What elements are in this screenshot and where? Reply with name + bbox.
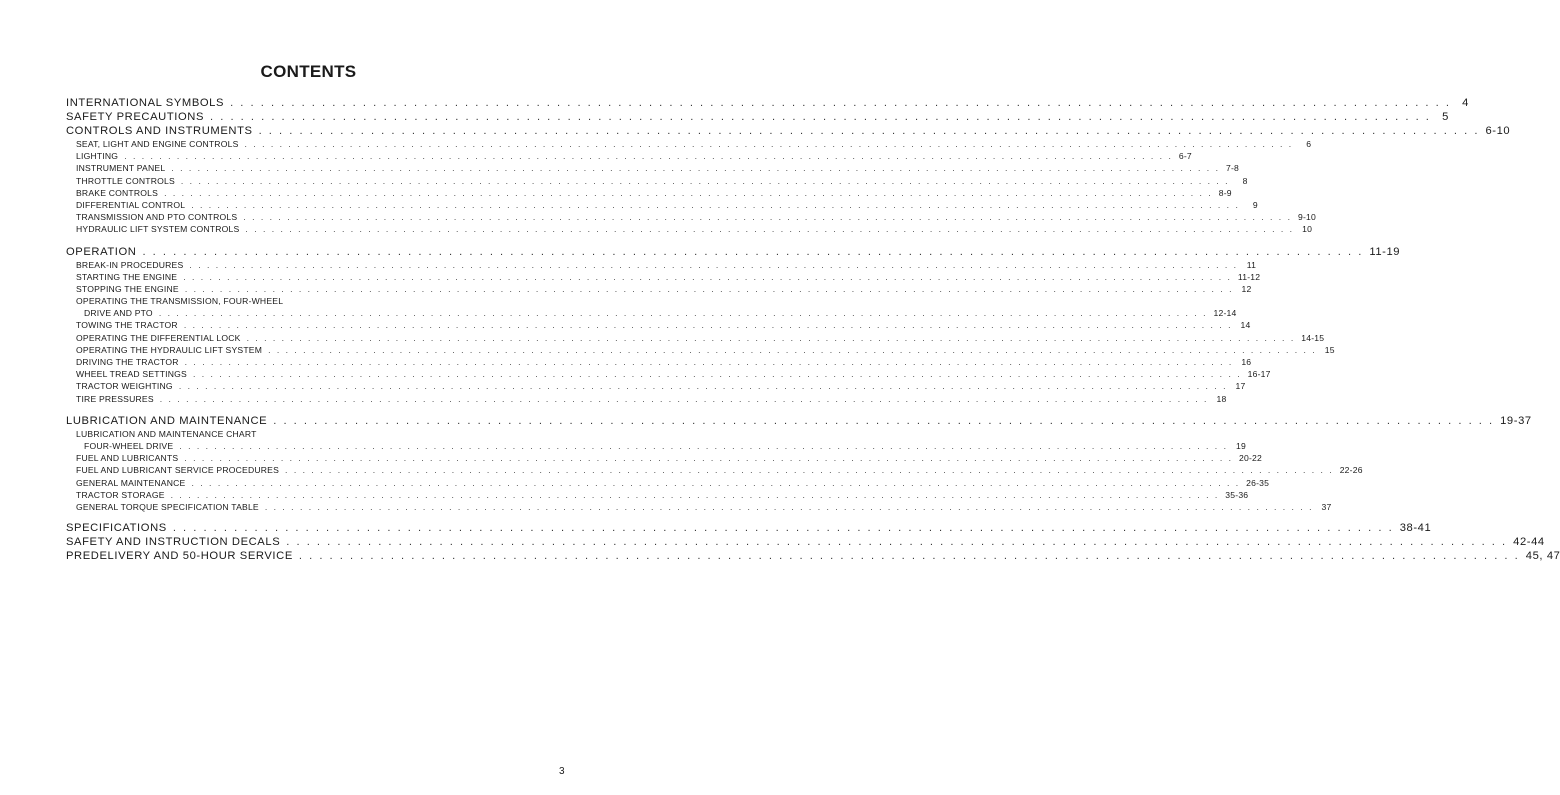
toc-label: SAFETY AND INSTRUCTION DECALS [66, 536, 281, 549]
toc-label: LUBRICATION AND MAINTENANCE [66, 414, 268, 427]
dot-leader: . . . . . . . . . . . . . . . . . . . . . . . . . . . . . . . . . . . . . . . . . . . . . . . . . . . . . . . . . . . . . . . . . . . . . . . . . . . . . . . . . . . . . . . . . . . . . . . . . . . . . . . . . . . . . . . . . . . . . . . . [243, 212, 1292, 223]
dot-leader: . . . . . . . . . . . . . . . . . . . . . . . . . . . . . . . . . . . . . . . . . . . . . . . . . . . . . . . . . . . . . . . . . . . . . . . . . . . . . . . . . . . . . . . . . . . . . . . . . . . . . . . . . . . . . . . . . . . . . . . . [183, 271, 1232, 282]
toc-label: DIFFERENTIAL CONTROL [76, 199, 186, 210]
toc-entry [66, 428, 570, 440]
toc-entry [66, 332, 1325, 344]
toc-entry [66, 489, 1249, 501]
toc-page-number: 12 [1241, 283, 1252, 294]
toc-label: WHEEL TREAD SETTINGS [76, 369, 187, 380]
toc-page-number: 45, 47 [1525, 550, 1560, 563]
toc-section [66, 245, 1401, 259]
dot-leader: . . . . . . . . . . . . . . . . . . . . . . . . . . . . . . . . . . . . . . . . . . . . . . . . . . . . . . . . . . . . . . . . . . . . . . . . . . . . . . . . . . . . . . . . . . . . . . . . . . . . . . . . . . . . . . . . . . . . . . . . [184, 357, 1234, 367]
toc-label: THROTTLE CONTROLS [76, 175, 175, 186]
dot-leader: . . . . . . . . . . . . . . . . . . . . . . . . . . . . . . . . . . . . . . . . . . . . . . . . . . . . . . . . . . . . . . . . . . . . . . . . . . . . . . . . . . . . . . . . . . . . . . . . . . . . . . . . . . . . . . . . . . . . . . . . [245, 224, 1295, 235]
toc-page-number: 9-10 [1297, 212, 1316, 223]
toc-entry [66, 440, 1246, 452]
toc-page-number: 38-41 [1399, 522, 1432, 535]
dot-leader: . . . . . . . . . . . . . . . . . . . . . . . . . . . . . . . . . . . . . . . . . . . . . . . . . . . . . . . . . . . . . . . . . . . . . . . . . . . . . . . . . . . . . . . . . . . . . . . . . . . . . . . . . . . . . . . . . . . . . . . . [170, 489, 1220, 500]
toc-label: SAFETY PRECAUTIONS [66, 111, 205, 123]
toc-entry [66, 319, 1251, 331]
toc-page-number: 8-9 [1218, 187, 1232, 198]
toc-page-number: 19-37 [1500, 414, 1532, 427]
toc-section [66, 521, 1432, 535]
dot-leader: . . . . . . . . . . . . . . . . . . . . . . . . . . . . . . . . . . . . . . . . . . . . . . . . . . . . . . . . . . . . . . . . . . . . . . . . . . . . . . . . . . . . . . . . . . . . . . . . . . . . . . . . . . . . . . . . . . . . . . . . [230, 97, 1451, 109]
toc-page-number: 19 [1236, 440, 1246, 451]
dot-leader: . . . . . . . . . . . . . . . . . . . . . . . . . . . . . . . . . . . . . . . . . . . . . . . . . . . . . . . . . . . . . . . . . . . . . . . . . . . . . . . . . . . . . . . . . . . . . . . . . . . . . . . . . . . . . . . . . . . . . . . . [184, 283, 1234, 294]
toc-entry [66, 175, 1248, 187]
toc-entry [66, 199, 1258, 211]
toc-label: OPERATING THE TRANSMISSION, FOUR-WHEEL [76, 296, 284, 307]
dot-leader: . . . . . . . . . . . . . . . . . . . . . . . . . . . . . . . . . . . . . . . . . . . . . . . . . . . . . . . . . . . . . . . . . . . . . . . . . . . . . . . . . . . . . . . . . . . . . . . . . . . . . . . . . . . . . . . . . . . . . . . . [189, 259, 1239, 270]
toc-page-number: 10 [1302, 224, 1313, 235]
toc-page-number: 16 [1241, 357, 1252, 367]
toc-label: DRIVING THE TRACTOR [76, 357, 179, 367]
toc-page-number: 16-17 [1247, 369, 1271, 380]
toc-page-number: 4 [1462, 97, 1469, 109]
dot-leader: . . . . . . . . . . . . . . . . . . . . . . . . . . . . . . . . . . . . . . . . . . . . . . . . . . . . . . . . . . . . . . . . . . . . . . . . . . . . . . . . . . . . . . . . . . . . . . . . . . . . . . . . . . . . . . . . . . . . . . . . [159, 393, 1209, 404]
dot-leader: . . . . . . . . . . . . . . . . . . . . . . . . . . . . . . . . . . . . . . . . . . . . . . . . . . . . . . . . . . . . . . . . . . . . . . . . . . . . . . . . . . . . . . . . . . . . . . . . . . . . . . . . . . . . . . . . . . . . . . . . [180, 175, 1230, 186]
dot-leader: . . . . . . . . . . . . . . . . . . . . . . . . . . . . . . . . . . . . . . . . . . . . . . . . . . . . . . . . . . . . . . . . . . . . . . . . . . . . . . . . . . . . . . . . . . . . . . . . . . . . . . . . . . . . . . . . . . . . . . . . [164, 187, 1213, 198]
toc-entry [66, 295, 570, 307]
toc-label: OPERATING THE DIFFERENTIAL LOCK [76, 332, 241, 343]
toc-page-number: 11 [1246, 259, 1257, 270]
toc-page-number: 35-36 [1225, 489, 1249, 500]
dot-leader: . . . . . . . . . . . . . . . . . . . . . . . . . . . . . . . . . . . . . . . . . . . . . . . . . . . . . . . . . . . . . . . . . . . . . . . . . . . . . . . . . . . . . . . . . . . . . . . . . . . . . . . . . . . . . . . . . . . . . . . . [124, 151, 1173, 162]
toc-page-number: 26-35 [1246, 477, 1270, 488]
toc-entry [66, 162, 1239, 174]
table-of-contents [66, 96, 1560, 563]
dot-leader: . . . . . . . . . . . . . . . . . . . . . . . . . . . . . . . . . . . . . . . . . . . . . . . . . . . . . . . . . . . . . . . . . . . . . . . . . . . . . . . . . . . . . . . . . . . . . . . . . . . . . . . . . . . . . . . . . . . . . . . . [183, 320, 1233, 331]
toc-page-number: 42-44 [1513, 536, 1545, 549]
toc-label: FUEL AND LUBRICANT SERVICE PROCEDURES [76, 465, 280, 476]
toc-section [66, 535, 1545, 549]
toc-label: HYDRAULIC LIFT SYSTEM CONTROLS [76, 224, 240, 235]
toc-page-number: 11-19 [1369, 245, 1401, 258]
toc-label: INTERNATIONAL SYMBOLS [66, 97, 225, 109]
toc-page-number: 17 [1235, 381, 1246, 392]
dot-leader: . . . . . . . . . . . . . . . . . . . . . . . . . . . . . . . . . . . . . . . . . . . . . . . . . . . . . . . . . . . . . . . . . . . . . . . . . . . . . . . . . . . . . . . . . . . . . . . . . . . . . . . . . . . . . . . . . . . . . . . . [264, 501, 1314, 512]
dot-leader: . . . . . . . . . . . . . . . . . . . . . . . . . . . . . . . . . . . . . . . . . . . . . . . . . . . . . . . . . . . . . . . . . . . . . . . . . . . . . . . . . . . . . . . . . . . . . . . . . . . . . . . . . . . . . . . . . . . . . . . . [285, 465, 1334, 476]
toc-section [66, 549, 1560, 563]
dot-leader: . . . . . . . . . . . . . . . . . . . . . . . . . . . . . . . . . . . . . . . . . . . . . . . . . . . . . . . . . . . . . . . . . . . . . . . . . . . . . . . . . . . . . . . . . . . . . . . . . . . . . . . . . . . . . . . . . . . . . . . . [171, 163, 1220, 174]
toc-label: TRACTOR WEIGHTING [76, 381, 173, 392]
toc-label: TRANSMISSION AND PTO CONTROLS [76, 212, 238, 223]
toc-page-number: 12-14 [1213, 308, 1237, 319]
toc-page-number: 11-12 [1237, 271, 1261, 282]
toc-label: INSTRUMENT PANEL [76, 163, 166, 174]
dot-leader: . . . . . . . . . . . . . . . . . . . . . . . . . . . . . . . . . . . . . . . . . . . . . . . . . . . . . . . . . . . . . . . . . . . . . . . . . . . . . . . . . . . . . . . . . . . . . . . . . . . . . . . . . . . . . . . . . . . . . . . . [286, 536, 1508, 549]
toc-label: FUEL AND LUBRICANTS [76, 453, 179, 464]
toc-label: TRACTOR STORAGE [76, 489, 165, 500]
dot-leader: . . . . . . . . . . . . . . . . . . . . . . . . . . . . . . . . . . . . . . . . . . . . . . . . . . . . . . . . . . . . . . . . . . . . . . . . . . . . . . . . . . . . . . . . . . . . . . . . . . . . . . . . . . . . . . . . . . . . . . . . [246, 332, 1296, 343]
toc-entry [66, 150, 1192, 162]
dot-leader: . . . . . . . . . . . . . . . . . . . . . . . . . . . . . . . . . . . . . . . . . . . . . . . . . . . . . . . . . . . . . . . . . . . . . . . . . . . . . . . . . . . . . . . . . . . . . . . . . . . . . . . . . . . . . . . . . . . . . . . . [258, 125, 1480, 137]
toc-entry [66, 380, 1246, 392]
dot-leader: . . . . . . . . . . . . . . . . . . . . . . . . . . . . . . . . . . . . . . . . . . . . . . . . . . . . . . . . . . . . . . . . . . . . . . . . . . . . . . . . . . . . . . . . . . . . . . . . . . . . . . . . . . . . . . . . . . . . . . . . [191, 477, 1241, 488]
toc-section [66, 414, 1532, 428]
dot-leader: . . . . . . . . . . . . . . . . . . . . . . . . . . . . . . . . . . . . . . . . . . . . . . . . . . . . . . . . . . . . . . . . . . . . . . . . . . . . . . . . . . . . . . . . . . . . . . . . . . . . . . . . . . . . . . . . . . . . . . . . [268, 344, 1317, 355]
toc-page-number: 6-10 [1485, 125, 1511, 137]
dot-leader: . . . . . . . . . . . . . . . . . . . . . . . . . . . . . . . . . . . . . . . . . . . . . . . . . . . . . . . . . . . . . . . . . . . . . . . . . . . . . . . . . . . . . . . . . . . . . . . . . . . . . . . . . . . . . . . . . . . . . . . . [158, 308, 1208, 319]
toc-page-number: 6 [1306, 139, 1312, 149]
toc-label: PREDELIVERY AND 50-HOUR SERVICE [66, 550, 293, 563]
toc-entry [66, 259, 1257, 271]
dot-leader: . . . . . . . . . . . . . . . . . . . . . . . . . . . . . . . . . . . . . . . . . . . . . . . . . . . . . . . . . . . . . . . . . . . . . . . . . . . . . . . . . . . . . . . . . . . . . . . . . . . . . . . . . . . . . . . . . . . . . . . . [244, 139, 1294, 149]
toc-page-number: 9 [1252, 199, 1258, 210]
toc-label: FOUR-WHEEL DRIVE [84, 440, 174, 451]
toc-label: BREAK-IN PROCEDURES [76, 259, 184, 270]
toc-entry [66, 477, 1270, 489]
toc-entry [66, 138, 1312, 150]
toc-section [66, 110, 1449, 124]
dot-leader: . . . . . . . . . . . . . . . . . . . . . . . . . . . . . . . . . . . . . . . . . . . . . . . . . . . . . . . . . . . . . . . . . . . . . . . . . . . . . . . . . . . . . . . . . . . . . . . . . . . . . . . . . . . . . . . . . . . . . . . . [179, 440, 1228, 451]
toc-page-number: 37 [1321, 501, 1332, 512]
toc-entry [66, 307, 1237, 319]
toc-entry [66, 464, 1363, 476]
toc-label: GENERAL MAINTENANCE [76, 477, 186, 488]
toc-label: OPERATING THE HYDRAULIC LIFT SYSTEM [76, 344, 263, 355]
toc-label: BRAKE CONTROLS [76, 187, 159, 198]
dot-leader: . . . . . . . . . . . . . . . . . . . . . . . . . . . . . . . . . . . . . . . . . . . . . . . . . . . . . . . . . . . . . . . . . . . . . . . . . . . . . . . . . . . . . . . . . . . . . . . . . . . . . . . . . . . . . . . . . . . . . . . . [184, 453, 1233, 464]
dot-leader: . . . . . . . . . . . . . . . . . . . . . . . . . . . . . . . . . . . . . . . . . . . . . . . . . . . . . . . . . . . . . . . . . . . . . . . . . . . . . . . . . . . . . . . . . . . . . . . . . . . . . . . . . . . . . . . . . . . . . . . . [142, 245, 1364, 258]
toc-page-number: 18 [1216, 393, 1227, 404]
dot-leader: . . . . . . . . . . . . . . . . . . . . . . . . . . . . . . . . . . . . . . . . . . . . . . . . . . . . . . . . . . . . . . . . . . . . . . . . . . . . . . . . . . . . . . . . . . . . . . . . . . . . . . . . . . . . . . . . . . . . . . . . [172, 522, 1394, 535]
toc-entry [66, 452, 1262, 464]
toc-page-number: 5 [1442, 111, 1449, 123]
toc-entry [66, 368, 1271, 380]
toc-section [66, 124, 1511, 138]
dot-leader: . . . . . . . . . . . . . . . . . . . . . . . . . . . . . . . . . . . . . . . . . . . . . . . . . . . . . . . . . . . . . . . . . . . . . . . . . . . . . . . . . . . . . . . . . . . . . . . . . . . . . . . . . . . . . . . . . . . . . . . . [192, 369, 1242, 380]
dot-leader: . . . . . . . . . . . . . . . . . . . . . . . . . . . . . . . . . . . . . . . . . . . . . . . . . . . . . . . . . . . . . . . . . . . . . . . . . . . . . . . . . . . . . . . . . . . . . . . . . . . . . . . . . . . . . . . . . . . . . . . . [298, 550, 1520, 563]
toc-label: TOWING THE TRACTOR [76, 320, 178, 331]
toc-label: STOPPING THE ENGINE [76, 283, 179, 294]
toc-label: SEAT, LIGHT AND ENGINE CONTROLS [76, 139, 239, 149]
page-number: 3 [559, 766, 565, 777]
toc-label: LUBRICATION AND MAINTENANCE CHART [76, 428, 257, 439]
toc-entry [66, 271, 1261, 283]
dot-leader: . . . . . . . . . . . . . . . . . . . . . . . . . . . . . . . . . . . . . . . . . . . . . . . . . . . . . . . . . . . . . . . . . . . . . . . . . . . . . . . . . . . . . . . . . . . . . . . . . . . . . . . . . . . . . . . . . . . . . . . . [210, 111, 1431, 123]
toc-label: SPECIFICATIONS [66, 522, 167, 535]
toc-entry [66, 283, 1252, 295]
toc-entry [66, 223, 1313, 235]
toc-page-number: 8 [1242, 175, 1248, 186]
toc-entry [66, 356, 1252, 368]
dot-leader: . . . . . . . . . . . . . . . . . . . . . . . . . . . . . . . . . . . . . . . . . . . . . . . . . . . . . . . . . . . . . . . . . . . . . . . . . . . . . . . . . . . . . . . . . . . . . . . . . . . . . . . . . . . . . . . . . . . . . . . . [273, 414, 1495, 427]
toc-entry [66, 187, 1232, 199]
toc-page-number: 20-22 [1239, 453, 1262, 464]
toc-section [66, 96, 1469, 110]
toc-label: STARTING THE ENGINE [76, 271, 178, 282]
toc-entry [66, 501, 1332, 513]
toc-entry [66, 211, 1316, 223]
toc-page-number: 15 [1324, 344, 1335, 355]
page-title: CONTENTS [260, 62, 357, 81]
toc-label: LIGHTING [76, 151, 119, 162]
dot-leader: . . . . . . . . . . . . . . . . . . . . . . . . . . . . . . . . . . . . . . . . . . . . . . . . . . . . . . . . . . . . . . . . . . . . . . . . . . . . . . . . . . . . . . . . . . . . . . . . . . . . . . . . . . . . . . . . . . . . . . . . [191, 199, 1240, 210]
toc-page-number: 14 [1240, 320, 1251, 331]
toc-entry [66, 344, 1335, 356]
toc-label: OPERATION [66, 245, 137, 258]
toc-page-number: 22-26 [1339, 465, 1363, 476]
toc-label: CONTROLS AND INSTRUMENTS [66, 125, 253, 137]
toc-label: TIRE PRESSURES [76, 393, 154, 404]
dot-leader: . . . . . . . . . . . . . . . . . . . . . . . . . . . . . . . . . . . . . . . . . . . . . . . . . . . . . . . . . . . . . . . . . . . . . . . . . . . . . . . . . . . . . . . . . . . . . . . . . . . . . . . . . . . . . . . . . . . . . . . . [178, 381, 1228, 392]
toc-label: GENERAL TORQUE SPECIFICATION TABLE [76, 501, 259, 512]
toc-label: DRIVE AND PTO [84, 308, 153, 319]
toc-page-number: 7-8 [1225, 163, 1239, 174]
toc-entry [66, 393, 1227, 405]
toc-page-number: 14-15 [1301, 332, 1325, 343]
toc-page-number: 6-7 [1178, 151, 1192, 162]
